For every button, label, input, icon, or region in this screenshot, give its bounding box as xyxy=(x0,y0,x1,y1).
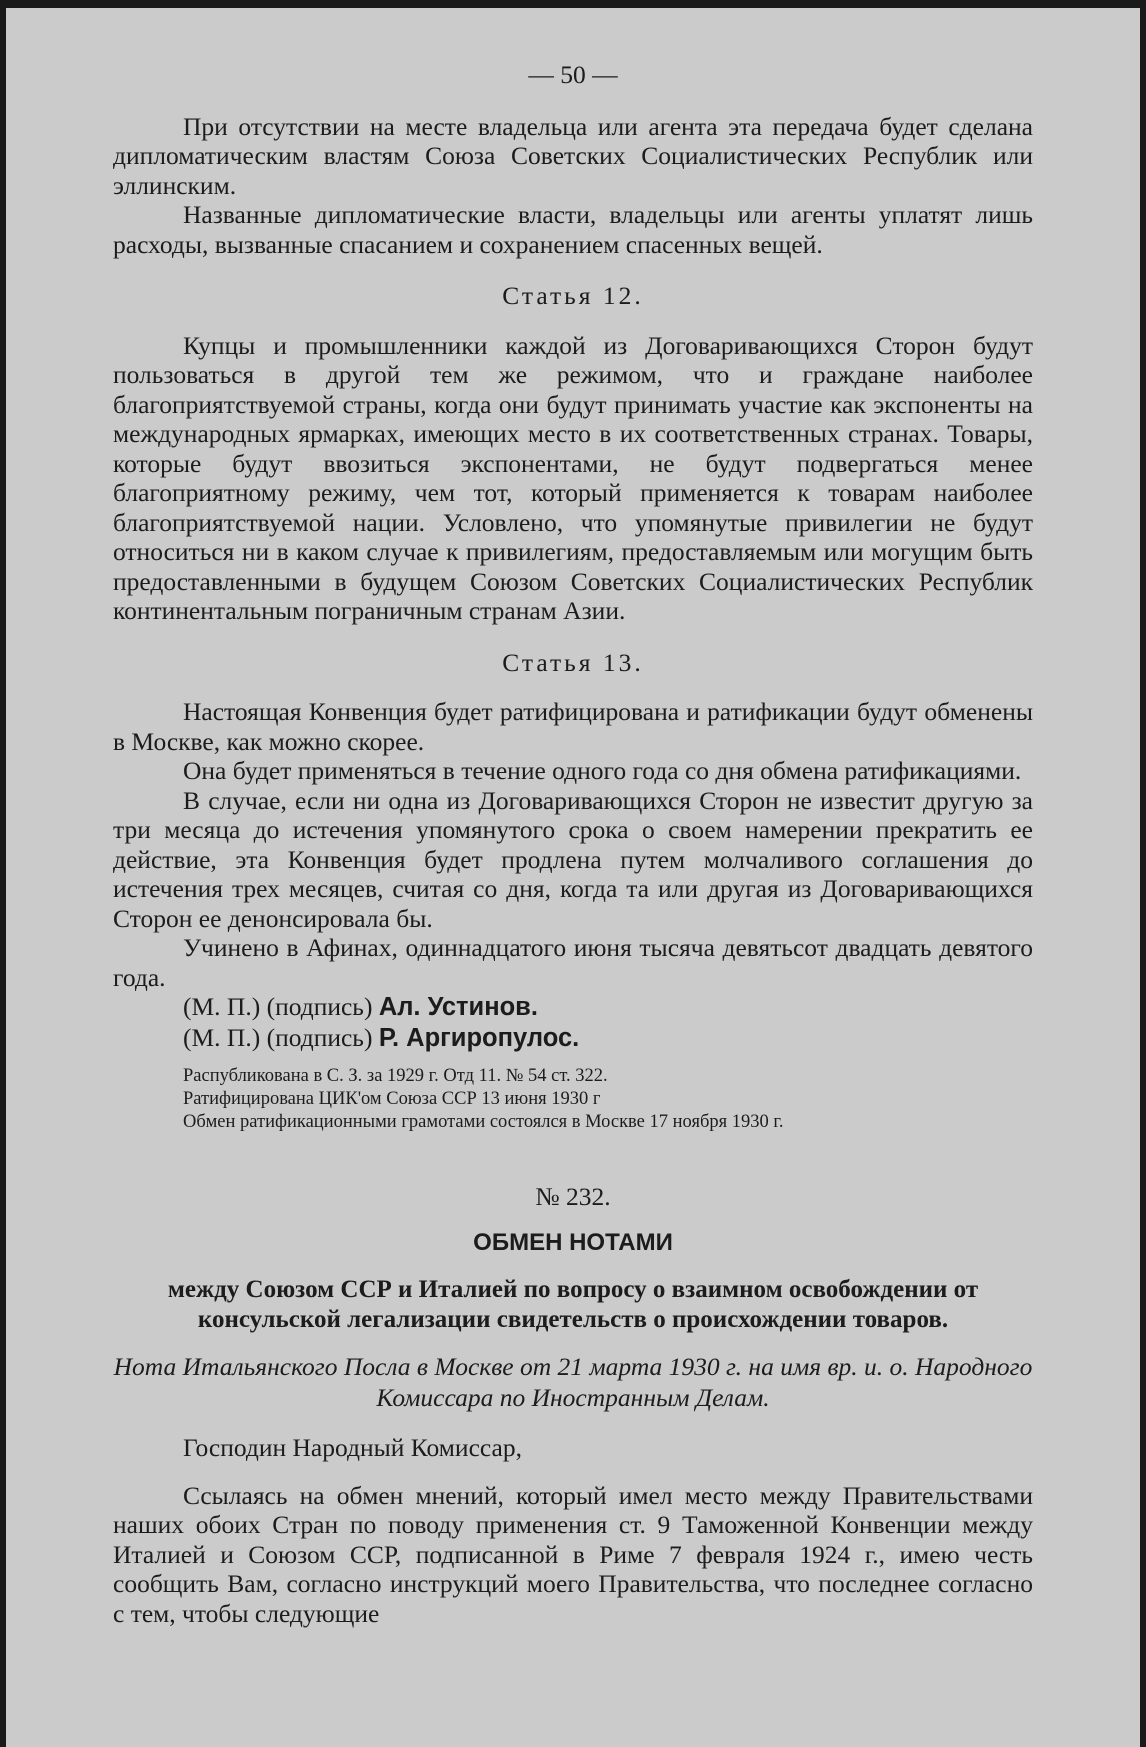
paragraph: Настоящая Конвенция будет ратифицирована и ратификации будут обменены в Москве, как можно скорее. xyxy=(113,697,1033,756)
article-12-text: Купцы и промышленники каждой из Договаривающихся Сторон будут пользоваться в другой тем же режимом, что и граждане наиболее благоприятствуемой страны, когда они будут принимать участие как экспоненты на международных ярмарках, имеющих место в их соответственных странах. Товары, которые будут ввозиться экспонентами, не будут подвергаться менее благоприятному режиму, чем тот, который применяется к товарам наиболее благоприятствуемой нации. Условлено, что упомянутые привилегии не будут относиться ни в каком случае к привилегиям, предоставляемым или могущим быть предоставленными в будущем Союзом Советских Социалистических Республик континентальным пограничным странам Азии. xyxy=(113,330,1033,625)
paragraph: В случае, если ни одна из Договаривающихся Сторон не известит другую за три месяца до истечения упомянутого срока о своем намерении прекратить ее действие, эта Конвенция будет продлена путем молчаливого соглашения до истечения трех месяцев, считая со дня, когда та или другая из Договаривающихся Сторон ее денонсировала бы. xyxy=(113,785,1033,933)
signatory-name: Р. Аргиропулос. xyxy=(378,1023,580,1052)
signatory-name: Ал. Устинов. xyxy=(378,993,538,1021)
document-title: ОБМЕН НОТАМИ xyxy=(473,1228,673,1256)
signature-prefix: (М. П.) (подпись) xyxy=(183,992,373,1021)
paragraph: Учинено в Афинах, одиннадцатого июня тысяча девятьсот двадцать девятого года. xyxy=(113,933,1033,992)
note-heading: Нота Итальянского Посла в Москве от 21 марта 1930 г. на имя вр. и. о. Народного Комиссара по Иностранным Делам. xyxy=(113,1352,1033,1412)
signature-line xyxy=(113,992,1033,1023)
page-content xyxy=(113,60,1033,1628)
salutation: Господин Народный Комиссар, xyxy=(183,1433,522,1462)
paragraph: При отсутствии на месте владельца или агента эта передача будет сделана дипломатическим властям Союза Советских Социалистических Республик или эллинским. xyxy=(113,111,1033,200)
publication-notes xyxy=(113,1065,1033,1134)
document-number: № 232. xyxy=(535,1182,611,1211)
signature-prefix: (М. П.) (подпись) xyxy=(183,1022,373,1052)
paragraph: Она будет применяться в течение одного года со дня обмена ратификациями. xyxy=(183,756,1022,785)
note-line: Распубликована в С. З. за 1929 г. Отд 11. № 54 ст. 322. xyxy=(183,1066,608,1086)
document-subtitle: между Союзом ССР и Италией по вопросу о взаимном освобождении от консульской легализации свидетельств о происхождении товаров. xyxy=(167,1276,979,1333)
note-line: Ратифицирована ЦИК'ом Союза ССР 13 июня 1930 г xyxy=(183,1089,601,1109)
note-line: Обмен ратификационными грамотами состоялся в Москве 17 ноября 1930 г. xyxy=(183,1112,784,1132)
paragraph: Названные дипломатические власти, владельцы или агенты уплатят лишь расходы, вызванные спасанием и сохранением спасенных вещей. xyxy=(113,200,1033,259)
article-13-heading: Статья 13. xyxy=(502,647,644,677)
paragraph: Ссылаясь на обмен мнений, который имел место между Правительствами наших обоих Стран по поводу применения ст. 9 Таможенной Конвенции между Италией и Союзом ССР, подписанной в Риме 7 февраля 1924 г., имею честь сообщить Вам, согласно инструкций моего Правительства, что последнее согласно с тем, чтобы следующие xyxy=(113,1480,1033,1628)
document-page xyxy=(6,8,1140,1747)
article-12-heading: Статья 12. xyxy=(502,281,644,310)
page-number: — 50 — xyxy=(528,60,618,89)
signature-line xyxy=(113,1023,1033,1054)
